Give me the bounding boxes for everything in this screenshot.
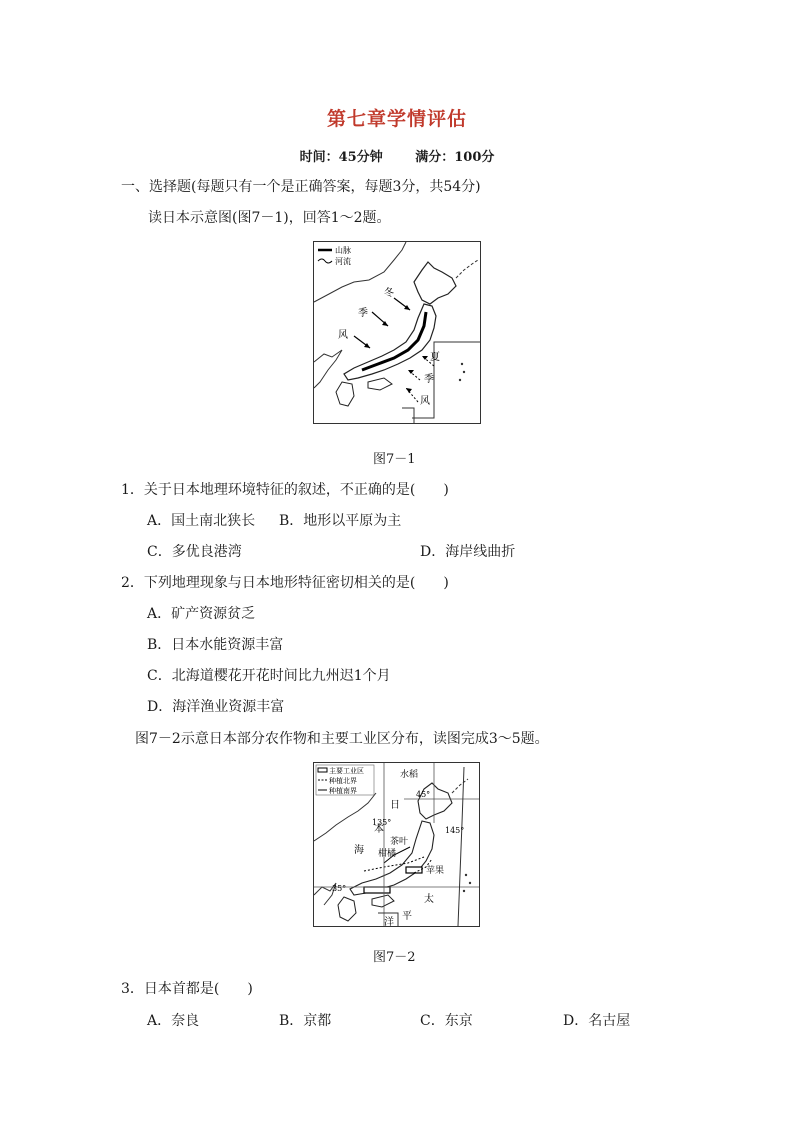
japan-map-figure-1 (313, 241, 481, 424)
lon-145-label: 145° (445, 826, 465, 835)
sea-char-1: 日 (390, 800, 400, 811)
legend-south-label: 种植南界 (329, 787, 357, 795)
figure1-caption: 图7－1 (373, 452, 416, 467)
winter-monsoon-char-1: 冬 (384, 288, 394, 299)
q1-option-b: B．地形以平原为主 (279, 513, 402, 529)
exam-time: 时间：45分钟 (299, 150, 383, 165)
legend-north-label: 种植北界 (329, 777, 357, 785)
figure2-caption: 图7－2 (373, 950, 416, 965)
q2-stem: 2．下列地理现象与日本地形特征密切相关的是( ) (121, 575, 449, 591)
q3-option-b: B．京都 (279, 1013, 332, 1029)
ocean-char-1: 太 (424, 894, 434, 905)
lon-135-label: 135° (372, 818, 392, 827)
q2-option-c: C．北海道樱花开花时间比九州迟1个月 (147, 668, 391, 684)
q3-option-d: D．名古屋 (563, 1013, 631, 1029)
crop-tea-label: 茶叶 (390, 837, 409, 847)
q1-option-a: A．国土南北狭长 (147, 513, 256, 529)
q2-option-d: D．海洋渔业资源丰富 (147, 699, 285, 715)
q3-stem: 3．日本首都是( ) (121, 981, 253, 997)
legend-industry-label: 主要工业区 (329, 767, 364, 775)
crop-citrus-label: 柑橘 (378, 849, 397, 859)
summer-monsoon-char-3: 风 (420, 396, 430, 407)
q3-option-a: A．奈良 (147, 1013, 200, 1029)
page-title: 第七章学情评估 (326, 108, 467, 130)
summer-monsoon-char-1: 夏 (430, 352, 440, 363)
exam-score: 满分：100分 (415, 150, 495, 165)
winter-monsoon-char-3: 风 (338, 330, 348, 341)
sea-char-2: 本 (374, 824, 384, 835)
legend-mountain-label: 山脉 (335, 246, 351, 255)
q1-option-c: C．多优良港湾 (147, 544, 242, 560)
industry-legend-icon (318, 768, 327, 772)
crop-apple-label: 苹果 (426, 866, 445, 876)
sea-char-3: 海 (354, 845, 364, 856)
summer-monsoon-char-2: 季 (424, 374, 434, 385)
q1-stem: 1．关于日本地理环境特征的叙述，不正确的是( ) (121, 482, 449, 498)
crop-rice-label: 水稻 (400, 770, 419, 780)
q2-option-b: B．日本水能资源丰富 (147, 637, 284, 653)
japan-map-2-drawing (314, 763, 479, 926)
figure1-intro: 读日本示意图(图7－1)，回答1～2题。 (148, 210, 391, 226)
q2-option-a: A．矿产资源贫乏 (147, 606, 256, 622)
section-heading: 一、选择题(每题只有一个是正确答案，每题3分，共54分) (121, 179, 481, 195)
winter-monsoon-char-2: 季 (358, 308, 368, 319)
river-legend-icon (318, 259, 332, 263)
ocean-char-3: 洋 (384, 917, 394, 926)
lat-45-label: 45° (416, 790, 431, 799)
ocean-char-2: 平 (402, 911, 412, 922)
lat-35-label: 35° (332, 884, 347, 893)
japan-map-1-drawing (314, 242, 480, 423)
q3-option-c: C．东京 (420, 1013, 473, 1029)
exam-meta (0, 146, 794, 165)
japan-map-figure-2 (313, 762, 480, 927)
figure2-intro: 图7－2示意日本部分农作物和主要工业区分布，读图完成3～5题。 (135, 731, 549, 747)
q1-option-d: D．海岸线曲折 (420, 544, 516, 560)
legend-river-label: 河流 (335, 257, 351, 266)
